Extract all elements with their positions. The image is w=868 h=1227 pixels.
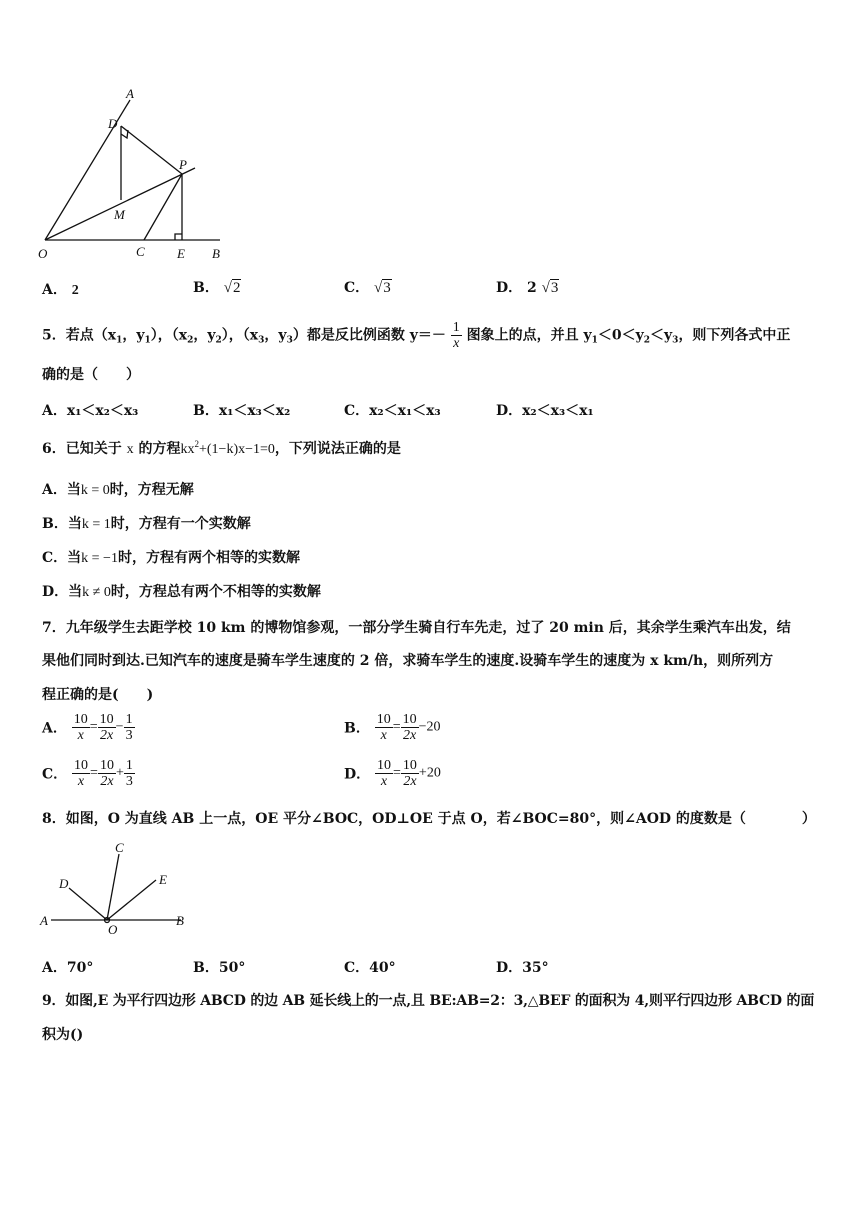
point-label-c: C bbox=[115, 840, 124, 855]
option-text: 时，方程有一个实数解 bbox=[110, 516, 251, 532]
constant: 20 bbox=[426, 765, 441, 781]
q8-stem: 8．如图，O 为直线 AB 上一点，OE 平分∠BOC，OD⊥OE 于点 O，若∠BOC=80°，则∠AOD 的度数是（ ） bbox=[42, 811, 816, 827]
option-text: 35° bbox=[522, 960, 549, 976]
q6-option-a bbox=[42, 479, 194, 499]
operator: − bbox=[115, 719, 124, 735]
q5-option-b bbox=[193, 400, 290, 420]
q5-text: ）都是反比例函数 y＝－ bbox=[292, 327, 446, 344]
option-text: 时，方程无解 bbox=[109, 482, 194, 498]
fraction-1-over-x bbox=[451, 320, 462, 351]
option-letter: A． bbox=[42, 282, 67, 298]
denominator: 2x bbox=[100, 774, 114, 789]
operator: − bbox=[418, 719, 427, 735]
equals-sign: = bbox=[393, 765, 401, 781]
fraction bbox=[375, 758, 393, 789]
q6-text: 6．已知关于 bbox=[42, 441, 122, 457]
q6-stem bbox=[42, 438, 401, 458]
q6-text: 的方程 bbox=[138, 441, 181, 457]
q4-option-a bbox=[42, 279, 79, 299]
option-text: 40° bbox=[369, 960, 396, 976]
option-letter: C． bbox=[42, 766, 68, 783]
q5-stem-line1: 5．若点（$x_1$，$y_1$），（$x_2$，$y_2$），（$x_3$，$y_3$）都是反比例函数 y＝－ $\frac{1}{x}$ 图象上的点，并且 $y_1<0<y_2<y_3$，则下列各式中正 bbox=[42, 320, 791, 351]
q5-text: ，则下列各式中正 bbox=[678, 327, 791, 344]
option-text: 时，方程有两个相等的实数解 bbox=[117, 550, 300, 566]
sqrt-symbol: √2 bbox=[223, 280, 241, 296]
denominator: x bbox=[77, 728, 84, 743]
option-math: k = 0 bbox=[80, 483, 110, 498]
numerator: 10 bbox=[377, 758, 392, 773]
sqrt-symbol: √3 bbox=[374, 280, 391, 296]
q8-option-c bbox=[344, 957, 396, 977]
q8-option-b bbox=[193, 957, 245, 977]
option-letter: B． bbox=[193, 403, 219, 419]
q7-stem-line2: 果他们同时到达.已知汽车的速度是骑车学生速度的 2 倍，求骑车学生的速度.设骑车学生的速度为 x km/h，则所列方 bbox=[42, 653, 774, 669]
q4-option-c bbox=[344, 277, 392, 297]
q5-text: ＜0＜y bbox=[597, 327, 644, 344]
fraction bbox=[375, 712, 393, 743]
option-text: 70° bbox=[66, 960, 94, 976]
q6-equation: $kx^2+(1-k)x-1=0$ bbox=[180, 439, 275, 457]
option-letter: C． bbox=[42, 550, 68, 566]
point-label-d: D bbox=[108, 116, 118, 131]
numerator: 10 bbox=[376, 712, 391, 727]
fraction bbox=[124, 712, 135, 743]
q5-option-a bbox=[42, 400, 138, 420]
point-label-o: O bbox=[38, 246, 48, 261]
radicand: 2 bbox=[232, 280, 241, 296]
option-letter: D． bbox=[496, 280, 523, 296]
q5-text: 图象上的点，并且 y bbox=[466, 327, 592, 344]
option-letter: D． bbox=[496, 960, 523, 976]
denominator: 2x bbox=[100, 728, 114, 743]
denominator: 3 bbox=[125, 774, 133, 789]
point-label-b: B bbox=[176, 913, 184, 928]
q7-option-d bbox=[344, 758, 441, 789]
equation-term: kx bbox=[180, 442, 195, 457]
equals-sign: = bbox=[392, 719, 401, 735]
q7-option-c bbox=[42, 758, 135, 789]
option-math: k = −1 bbox=[81, 551, 118, 566]
constant: 20 bbox=[426, 719, 441, 735]
option-letter: B． bbox=[193, 960, 219, 976]
q5-stem-line2: 确的是（ ） bbox=[42, 367, 140, 383]
q7-option-a bbox=[42, 712, 135, 743]
q4-option-b bbox=[193, 277, 241, 297]
q5-option-d bbox=[496, 400, 594, 420]
point-label-e: E bbox=[159, 872, 167, 887]
q4-option-d bbox=[496, 277, 559, 297]
option-letter: D． bbox=[496, 403, 523, 419]
denominator: x bbox=[77, 774, 85, 789]
numerator: 10 bbox=[74, 758, 89, 773]
option-letter: D． bbox=[42, 584, 69, 600]
q5-text: ），（x bbox=[221, 327, 259, 344]
q5-text: ，y bbox=[193, 327, 216, 344]
denominator: x bbox=[380, 774, 388, 789]
option-text: 时，方程总有两个不相等的实数解 bbox=[110, 584, 321, 600]
q5-text: ＜y bbox=[650, 327, 673, 344]
denominator: x bbox=[380, 728, 387, 743]
numerator: 1 bbox=[452, 320, 460, 335]
sqrt-symbol: √3 bbox=[541, 280, 559, 296]
point-label-d: D bbox=[59, 876, 69, 891]
option-text: x₂＜x₁＜x₃ bbox=[369, 403, 441, 419]
point-label-o: O bbox=[108, 922, 118, 937]
numerator: 10 bbox=[73, 712, 88, 727]
option-text: 50° bbox=[218, 960, 246, 976]
denominator: 3 bbox=[125, 728, 133, 743]
option-letter: A． bbox=[42, 482, 67, 498]
option-letter: A． bbox=[42, 720, 67, 737]
numerator: 10 bbox=[402, 712, 417, 727]
numerator: 10 bbox=[402, 758, 417, 773]
fraction bbox=[401, 712, 419, 743]
numerator: 10 bbox=[99, 712, 114, 727]
point-label-m: M bbox=[114, 207, 125, 222]
q6-variable: x bbox=[126, 442, 134, 457]
point-label-c: C bbox=[136, 244, 145, 259]
radicand: 3 bbox=[383, 280, 391, 296]
q6-option-d bbox=[42, 581, 321, 601]
option-letter: B． bbox=[42, 516, 68, 532]
option-text: 当 bbox=[67, 550, 82, 566]
q6-option-b bbox=[42, 513, 251, 533]
fraction bbox=[98, 758, 116, 789]
q9-stem-line1: 9．如图,E 为平行四边形 ABCD 的边 AB 延长线上的一点,且 BE:AB=2：3,△BEF 的面积为 4,则平行四边形 ABCD 的面 bbox=[42, 993, 815, 1009]
fraction bbox=[72, 712, 90, 743]
denominator: x bbox=[453, 336, 460, 351]
q8-option-d bbox=[496, 957, 549, 977]
option-math: k = 1 bbox=[81, 517, 111, 532]
q5-text: ，y bbox=[264, 327, 287, 344]
option-letter: C． bbox=[344, 280, 370, 296]
point-label-b: B bbox=[212, 246, 220, 261]
geometry-figure-angles bbox=[36, 838, 196, 938]
q6-option-c bbox=[42, 547, 300, 567]
equals-sign: = bbox=[90, 765, 98, 781]
numerator: 1 bbox=[125, 758, 133, 773]
option-letter: B． bbox=[344, 720, 370, 737]
operator: + bbox=[115, 765, 124, 781]
point-label-p: P bbox=[179, 157, 187, 172]
q6-text: ，下列说法正确的是 bbox=[274, 441, 401, 457]
point-label-a: A bbox=[40, 913, 48, 928]
point-label-a: A bbox=[126, 86, 134, 101]
fraction bbox=[401, 758, 419, 789]
option-text: x₁＜x₃＜x₂ bbox=[218, 403, 291, 419]
point-label-e: E bbox=[177, 246, 185, 261]
fraction bbox=[98, 712, 116, 743]
option-letter: C． bbox=[344, 403, 370, 419]
q7-stem-line3: 程正确的是( ) bbox=[42, 687, 154, 703]
q5-text: 5．若点（x bbox=[42, 327, 117, 344]
option-text: 当 bbox=[66, 482, 81, 498]
equals-sign: = bbox=[89, 719, 98, 735]
option-text: 当 bbox=[67, 516, 82, 532]
q5-option-c bbox=[344, 400, 441, 420]
numerator: 10 bbox=[99, 758, 114, 773]
option-letter: B． bbox=[193, 280, 219, 296]
geometry-figure-opd bbox=[30, 82, 230, 267]
q5-text: ，y bbox=[122, 327, 145, 344]
option-math: k ≠ 0 bbox=[82, 585, 111, 600]
q8-option-a bbox=[42, 957, 93, 977]
option-letter: A． bbox=[42, 403, 67, 419]
denominator: 2x bbox=[403, 728, 417, 743]
numerator: 1 bbox=[125, 712, 133, 727]
option-value: 2 bbox=[71, 283, 79, 298]
denominator: 2x bbox=[403, 774, 417, 789]
equation-term: +(1−k)x−1=0 bbox=[199, 442, 275, 457]
radicand: 3 bbox=[550, 280, 559, 296]
operator: + bbox=[418, 765, 427, 781]
fraction bbox=[72, 758, 90, 789]
option-letter: C． bbox=[344, 960, 370, 976]
q7-stem-line1: 7．九年级学生去距学校 10 km 的博物馆参观，一部分学生骑自行车先走，过了 20 min 后，其余学生乘汽车出发，结 bbox=[42, 620, 791, 636]
q5-text: ），（x bbox=[150, 327, 188, 344]
option-letter: A． bbox=[42, 960, 67, 976]
option-text: x₁＜x₂＜x₃ bbox=[66, 403, 139, 419]
q7-option-b bbox=[344, 712, 441, 743]
fraction bbox=[124, 758, 135, 789]
q9-stem-line2: 积为() bbox=[42, 1027, 84, 1043]
option-text: x₂＜x₃＜x₁ bbox=[522, 403, 594, 419]
option-text: 当 bbox=[68, 584, 83, 600]
option-coefficient: 2 bbox=[527, 280, 537, 296]
option-letter: D． bbox=[344, 766, 371, 783]
